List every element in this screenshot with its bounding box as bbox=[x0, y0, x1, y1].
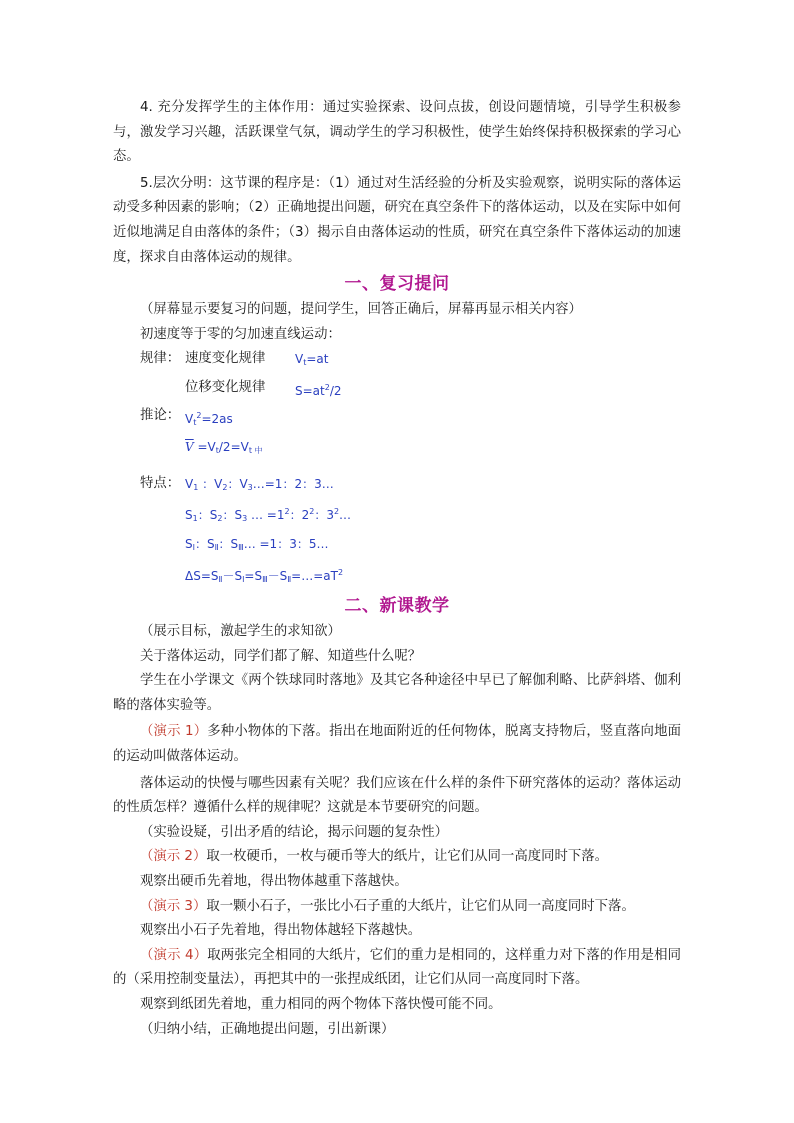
review-intro: 初速度等于零的匀加速直线运动： bbox=[140, 326, 341, 342]
feature4-formula: $\Delta S=S_Ⅱ-S_Ⅰ=S_Ⅲ-S_Ⅱ=\dots=aT^2$ bbox=[185, 567, 344, 584]
rule2-name: 位移变化规律 bbox=[185, 379, 266, 395]
demo-2-paragraph bbox=[113, 845, 681, 870]
demo-2-text: 取一枚硬币，一枚与硬币等大的纸片，让它们从同一高度同时下落。 bbox=[206, 849, 609, 865]
section-heading-new-lesson: 二、新课教学 bbox=[344, 596, 450, 617]
demo-2-tag: （演示 2） bbox=[140, 849, 207, 865]
document-body bbox=[113, 96, 681, 1042]
demo-4-paragraph bbox=[113, 944, 681, 993]
section-heading-review: 一、复习提问 bbox=[344, 274, 450, 295]
rule-label: 规律： bbox=[140, 351, 181, 367]
feature-row-2 bbox=[113, 500, 681, 532]
rule1-name: 速度变化规律 bbox=[185, 351, 266, 367]
feature-label: 特点： bbox=[140, 475, 181, 491]
rule-row-1 bbox=[113, 347, 681, 376]
feature-row-1 bbox=[113, 472, 681, 501]
lesson-line-4: 落体运动的快慢与哪些因素有关呢？我们应该在什么样的条件下研究落体的运动？落体运动的性质怎样？遵循什么样的规律呢？这就是本节要研究的问题。 bbox=[113, 775, 681, 816]
inference-row-1 bbox=[113, 404, 681, 436]
lesson-line-9: （归纳小结，正确地提出问题，引出新课） bbox=[140, 1021, 395, 1037]
demo-3-tag: （演示 3） bbox=[140, 898, 207, 914]
rule1-formula: $V_t=at$ bbox=[295, 352, 329, 368]
paragraph-point-4: 4. 充分发挥学生的主体作用：通过实验探索、设问点拔，创设问题情境，引导学生积极参与，激发学习兴趣，活跃课堂气氛，调动学生的学习积极性，使学生始终保持积极探索的学习心态。 bbox=[113, 100, 681, 165]
rule2-formula: $S=at^2/2$ bbox=[295, 382, 342, 398]
feature2-formula: $S_1$：$S_2$：$S_3$ … $=1^2$：$2^2$：$3^2\dots$ bbox=[185, 507, 352, 524]
lesson-line-5: （实验设疑，引出矛盾的结论，揭示问题的复杂性） bbox=[140, 824, 448, 840]
lesson-line-7: 观察出小石子先着地，得出物体越轻下落越快。 bbox=[140, 923, 422, 939]
rule-row-2 bbox=[113, 376, 681, 404]
inference-row-2 bbox=[113, 435, 681, 464]
inference2-formula: $\overline{V} =V_t/2=V_{t 中}$ bbox=[185, 440, 263, 456]
review-note: （屏幕显示要复习的问题，提问学生，回答正确后，屏幕再显示相关内容） bbox=[140, 302, 582, 318]
demo-1-paragraph bbox=[113, 720, 681, 769]
inference1-formula: $V_t^2=2as$ bbox=[185, 410, 233, 427]
feature3-formula: $S_Ⅰ$：$S_Ⅱ$：$S_Ⅲ\dots =1$：3：5… bbox=[185, 536, 329, 552]
demo-1-text: 多种小物体的下落。指出在地面附近的任何物体，脱离支持物后，竖直落向地面的运动叫做落体运动。 bbox=[113, 724, 682, 765]
demo-3-paragraph bbox=[113, 895, 681, 920]
paragraph-point-5: 5.层次分明：这节课的程序是：（1）通过对生活经验的分析及实验观察，说明实际的落体运动受多种因素的影响；（2）正确地提出问题，研究在真空条件下的落体运动，以及在实际中如何近似地满足自由落体的条件；（3）揭示自由落体运动的性质，研究在真空条件下落体运动的加速度，探求自由落体运动的规律。 bbox=[113, 175, 681, 265]
lesson-line-6: 观察出硬币先着地，得出物体越重下落越快。 bbox=[140, 874, 408, 890]
demo-4-tag: （演示 4） bbox=[140, 947, 208, 963]
lesson-line-8: 观察到纸团先着地，重力相同的两个物体下落快慢可能不同。 bbox=[140, 997, 502, 1012]
feature1-formula: $V_1$ ：$V_2$：$V_3\dots=1$：2：3… bbox=[185, 476, 334, 492]
demo-1-tag: （演示 1） bbox=[140, 724, 208, 740]
lesson-line-3: 学生在小学课文《两个铁球同时落地》及其它各种途径中早已了解伽利略、比萨斜塔、伽利略的落体实验等。 bbox=[113, 673, 681, 713]
feature-row-3 bbox=[113, 532, 681, 561]
demo-3-text: 取一颗小石子，一张比小石子重的大纸片，让它们从同一高度同时下落。 bbox=[206, 898, 635, 914]
lesson-line-2: 关于落体运动，同学们都了解、知道些什么呢？ bbox=[140, 648, 422, 664]
demo-4-text: 取两张完全相同的大纸片，它们的重力是相同的，这样重力对下落的作用是相同的（采用控制变量法），再把其中的一张捏成纸团，让它们从同一高度同时下落。 bbox=[113, 947, 682, 988]
inference-label: 推论： bbox=[140, 407, 181, 423]
feature-row-4 bbox=[113, 561, 681, 593]
lesson-line-1: （展示目标，激起学生的求知欲） bbox=[140, 624, 341, 640]
